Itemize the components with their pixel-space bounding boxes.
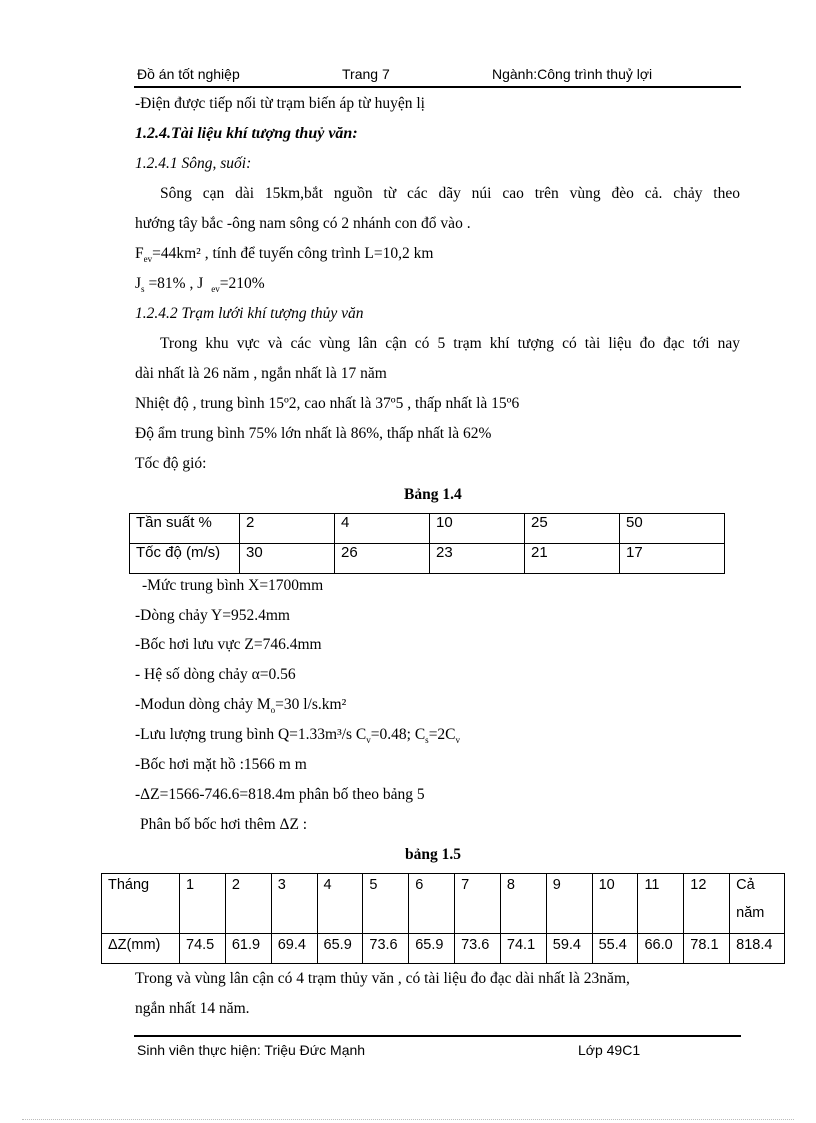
station-paragraph-line2: dài nhất là 26 năm , ngắn nhất là 17 năm bbox=[135, 365, 387, 382]
table-cell: 73.6 bbox=[363, 934, 409, 964]
page-border-dotted bbox=[22, 1119, 794, 1120]
table-cell: 69.4 bbox=[271, 934, 317, 964]
table-cell: 73.6 bbox=[455, 934, 501, 964]
table-cell: 2 bbox=[240, 514, 335, 544]
modulus-subscript: o bbox=[270, 705, 276, 716]
table-cell: 55.4 bbox=[592, 934, 638, 964]
table-cell: 17 bbox=[620, 544, 725, 574]
cv-subscript-2: v bbox=[455, 735, 461, 746]
modulus-value: =30 l/s.km² bbox=[275, 696, 347, 713]
table-cell: 66.0 bbox=[638, 934, 684, 964]
table-cell: 3 bbox=[271, 874, 317, 934]
footer-student: Sinh viên thực hiện: Triệu Đức Mạnh bbox=[137, 1042, 366, 1058]
header-major: Ngành:Công trình thuỷ lợi bbox=[492, 66, 653, 82]
distribution-intro: Phân bố bốc hơi thêm ΔZ : bbox=[140, 816, 308, 833]
power-line: -Điện được tiếp nối từ trạm biến áp từ huyện lị bbox=[135, 95, 425, 112]
runoff-line: -Dòng chảy Y=952.4mm bbox=[135, 607, 290, 624]
annual-label-line2: năm bbox=[736, 905, 765, 921]
catchment-area bbox=[135, 245, 433, 264]
table-cell: 818.4 bbox=[730, 934, 785, 964]
footer-rule bbox=[134, 1035, 741, 1037]
table-1-4 bbox=[129, 513, 725, 574]
table-1-4-caption: Bảng 1.4 bbox=[404, 486, 462, 503]
table-cell: 65.9 bbox=[317, 934, 363, 964]
heading-1-2-4-1: 1.2.4.1 Sông, suối: bbox=[135, 155, 252, 172]
table-cell: 7 bbox=[455, 874, 501, 934]
j-middle: =81% , J bbox=[144, 275, 204, 292]
header-title: Đồ án tốt nghiệp bbox=[137, 66, 240, 82]
table-row bbox=[130, 514, 725, 544]
table-cell: 21 bbox=[525, 544, 620, 574]
f-subscript: ev bbox=[143, 254, 153, 265]
table-1-5-caption: bảng 1.5 bbox=[405, 846, 461, 863]
table-cell: 5 bbox=[363, 874, 409, 934]
heading-1-2-4-2: 1.2.4.2 Trạm lưới khí tượng thủy văn bbox=[135, 305, 364, 322]
cs-value: =2C bbox=[428, 726, 456, 743]
discharge-text: -Lưu lượng trung bình Q=1.33m³/s C bbox=[135, 726, 367, 743]
footer-class: Lớp 49C1 bbox=[578, 1042, 641, 1058]
table-cell: 50 bbox=[620, 514, 725, 544]
table-cell: 23 bbox=[430, 544, 525, 574]
table-cell: 61.9 bbox=[225, 934, 271, 964]
table-cell: ΔZ(mm) bbox=[102, 934, 180, 964]
table-cell: 2 bbox=[225, 874, 271, 934]
table-cell: 59.4 bbox=[546, 934, 592, 964]
page-number: Trang 7 bbox=[342, 66, 390, 82]
table-cell: 11 bbox=[638, 874, 684, 934]
table-cell: 6 bbox=[409, 874, 455, 934]
closing-line2: ngắn nhất 14 năm. bbox=[135, 1000, 250, 1017]
discharge-line bbox=[135, 726, 460, 745]
table-cell: 1 bbox=[180, 874, 226, 934]
table-cell: 4 bbox=[317, 874, 363, 934]
river-paragraph-line2: hướng tây bắc -ông nam sông có 2 nhánh con đổ vào . bbox=[135, 215, 471, 232]
modulus-text: -Modun dòng chảy M bbox=[135, 696, 271, 713]
table-1-5 bbox=[101, 873, 785, 964]
table-cell: 10 bbox=[592, 874, 638, 934]
temperature-line: Nhiệt độ , trung bình 15º2, cao nhất là 37º5 , thấp nhất là 15º6 bbox=[135, 395, 520, 412]
table-cell: 12 bbox=[684, 874, 730, 934]
humidity-line: Độ ẩm trung bình 75% lớn nhất là 86%, thấp nhất là 62% bbox=[135, 425, 492, 442]
heading-1-2-4: 1.2.4.Tài liệu khí tượng thuỷ văn: bbox=[135, 125, 358, 142]
j-rest: =210% bbox=[219, 275, 265, 292]
cv-subscript: v bbox=[366, 735, 371, 746]
table-cell: 25 bbox=[525, 514, 620, 544]
table-cell: 8 bbox=[500, 874, 546, 934]
runoff-modulus-line bbox=[135, 696, 346, 715]
table-cell: 26 bbox=[335, 544, 430, 574]
runoff-coefficient-line: - Hệ số dòng chảy α=0.56 bbox=[135, 666, 296, 683]
f-symbol: F bbox=[135, 245, 144, 262]
table-cell: 10 bbox=[430, 514, 525, 544]
table-cell: 78.1 bbox=[684, 934, 730, 964]
rainfall-line: -Mức trung bình X=1700mm bbox=[142, 577, 324, 594]
table-cell-annual bbox=[730, 874, 785, 934]
table-cell: Tháng bbox=[102, 874, 180, 934]
table-cell: 9 bbox=[546, 874, 592, 934]
header-rule bbox=[134, 86, 741, 88]
f-rest: =44km² , tính để tuyến công trình L=10,2 km bbox=[152, 245, 434, 262]
table-cell: 65.9 bbox=[409, 934, 455, 964]
delta-z-line: -ΔZ=1566-746.6=818.4m phân bố theo bảng 5 bbox=[135, 786, 425, 803]
table-cell: 74.1 bbox=[500, 934, 546, 964]
slope-values bbox=[135, 275, 265, 294]
j-subscript: s bbox=[141, 284, 145, 295]
table-row bbox=[102, 934, 785, 964]
j-symbol: J bbox=[135, 275, 142, 292]
table-cell: 74.5 bbox=[180, 934, 226, 964]
closing-line1: Trong và vùng lân cận có 4 trạm thủy văn , có tài liệu đo đạc dài nhất là 23năm, bbox=[135, 970, 630, 987]
lake-evaporation-line: -Bốc hơi mặt hồ :1566 m m bbox=[135, 756, 307, 773]
wind-speed-label: Tốc độ gió: bbox=[135, 455, 207, 472]
evaporation-basin-line: -Bốc hơi lưu vực Z=746.4mm bbox=[135, 636, 322, 653]
cs-subscript: s bbox=[425, 735, 429, 746]
table-row bbox=[130, 544, 725, 574]
table-cell: 4 bbox=[335, 514, 430, 544]
table-cell: Tần suất % bbox=[130, 514, 240, 544]
river-paragraph-line1: Sông cạn dài 15km,bắt nguồn từ các dãy núi cao trên vùng đèo cả. chảy theo bbox=[160, 185, 740, 202]
cv-value: =0.48; C bbox=[370, 726, 426, 743]
j-subscript-2: ev bbox=[211, 284, 220, 295]
table-cell: Tốc độ (m/s) bbox=[130, 544, 240, 574]
table-row bbox=[102, 874, 785, 934]
table-cell: 30 bbox=[240, 544, 335, 574]
annual-label-line1: Cả bbox=[736, 877, 755, 893]
station-paragraph-line1: Trong khu vực và các vùng lân cận có 5 trạm khí tượng có tài liệu đo đạc tới nay bbox=[160, 335, 740, 352]
